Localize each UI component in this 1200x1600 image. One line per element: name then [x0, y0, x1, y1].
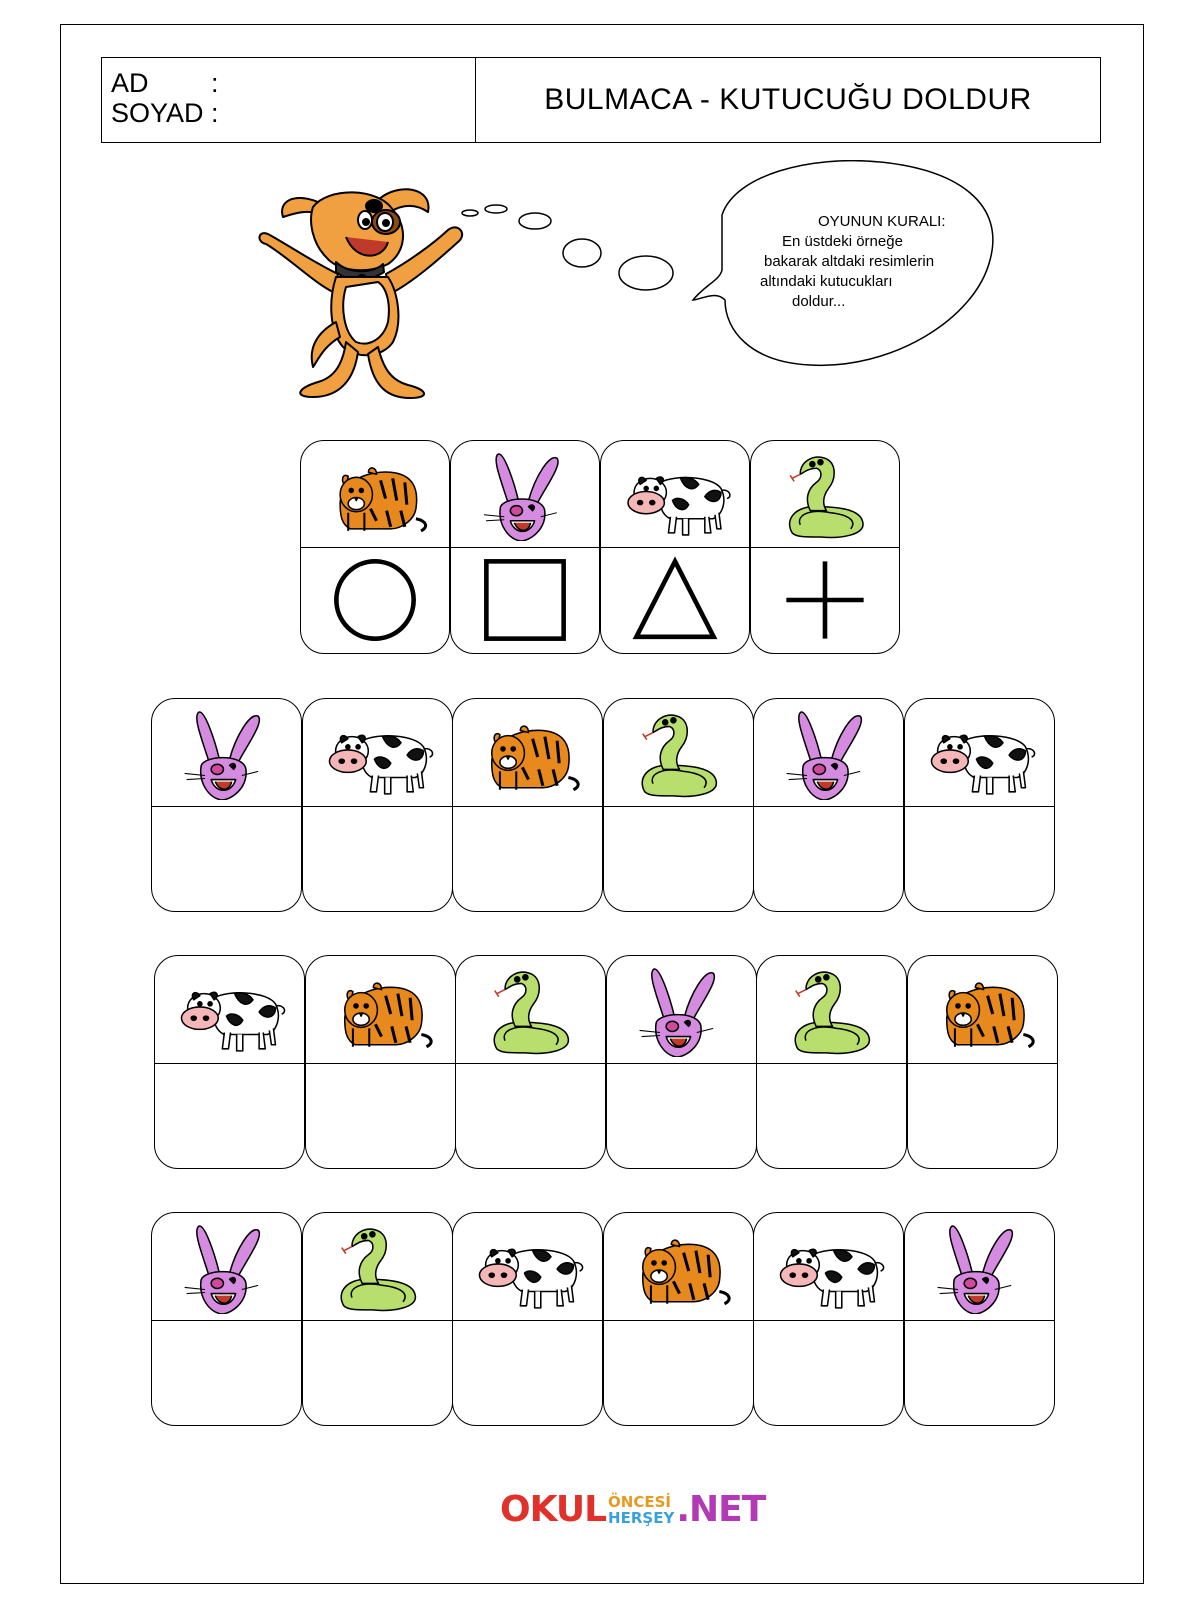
surname-label: SOYAD :	[111, 98, 219, 128]
logo-top: ÖNCESİ	[608, 1493, 671, 1511]
answer-card	[151, 698, 302, 912]
answer-box[interactable]	[905, 1320, 1054, 1425]
answer-box[interactable]	[155, 1063, 304, 1168]
key-card	[450, 440, 600, 654]
answer-box[interactable]	[604, 1320, 753, 1425]
key-card	[300, 440, 450, 654]
key-card	[750, 440, 900, 654]
rabbit-icon	[469, 448, 582, 541]
rules-line: En üstdeki örneğe	[782, 233, 903, 250]
logo-bottom: HERŞEY	[608, 1509, 675, 1527]
answer-box[interactable]	[905, 806, 1054, 911]
rabbit-icon	[923, 1220, 1036, 1314]
logo-okul: OKUL	[500, 1489, 607, 1530]
animal-cell	[908, 956, 1057, 1064]
answer-box[interactable]	[152, 1320, 301, 1425]
name-colon: :	[211, 68, 219, 98]
name-fields	[102, 58, 476, 142]
cow-icon	[772, 1220, 885, 1314]
site-logo	[500, 1480, 765, 1530]
answer-card	[302, 1212, 453, 1426]
answer-box[interactable]	[303, 806, 452, 911]
shape-cell	[451, 547, 599, 653]
answer-box[interactable]	[754, 806, 903, 911]
name-row[interactable]	[111, 68, 475, 98]
dog-mascot-icon	[258, 182, 473, 400]
title-text: BULMACA - KUTUCUĞU DOLDUR	[544, 83, 1032, 116]
answer-card	[603, 1212, 754, 1426]
answer-card	[151, 1212, 302, 1426]
animal-cell	[905, 1213, 1054, 1321]
tiger-icon	[471, 706, 584, 800]
shape-cell	[301, 547, 449, 653]
tiger-icon	[926, 963, 1039, 1057]
logo-stack	[608, 1494, 674, 1526]
animal-cell	[604, 699, 753, 807]
animal-cell	[754, 699, 903, 807]
cow-icon	[471, 1220, 584, 1314]
key-card	[600, 440, 750, 654]
answer-box[interactable]	[604, 806, 753, 911]
answer-box[interactable]	[754, 1320, 903, 1425]
animal-cell	[754, 1213, 903, 1321]
answer-card	[154, 955, 305, 1169]
snake-icon	[775, 963, 888, 1057]
animal-cell	[155, 956, 304, 1064]
answer-box[interactable]	[453, 806, 602, 911]
name-label: AD	[111, 68, 149, 98]
cow-icon	[619, 448, 732, 541]
answer-box[interactable]	[453, 1320, 602, 1425]
answer-card	[904, 698, 1055, 912]
rabbit-icon	[772, 706, 885, 800]
animal-cell	[751, 441, 899, 548]
animal-cell	[306, 956, 455, 1064]
shape-cell	[751, 547, 899, 653]
answer-card	[907, 955, 1058, 1169]
answer-card	[753, 1212, 904, 1426]
answer-box[interactable]	[607, 1063, 756, 1168]
animal-cell	[301, 441, 449, 548]
answer-card	[603, 698, 754, 912]
animal-cell	[601, 441, 749, 548]
shape-cell	[601, 547, 749, 653]
circle-shape-icon	[329, 554, 421, 646]
triangle-shape-icon	[629, 554, 721, 646]
worksheet-title	[476, 58, 1100, 142]
rules-line: altındaki kutucukları	[760, 273, 893, 290]
animal-cell	[456, 956, 605, 1064]
animal-cell	[451, 441, 599, 548]
animal-cell	[453, 699, 602, 807]
answer-box[interactable]	[152, 806, 301, 911]
rules-heading: OYUNUN KURALI:	[818, 213, 946, 230]
animal-cell	[757, 956, 906, 1064]
tiger-icon	[324, 963, 437, 1057]
animal-cell	[453, 1213, 602, 1321]
animal-cell	[905, 699, 1054, 807]
answer-card	[452, 1212, 603, 1426]
answer-box[interactable]	[757, 1063, 906, 1168]
header-box	[101, 57, 1101, 143]
answer-card	[302, 698, 453, 912]
square-shape-icon	[479, 554, 571, 646]
plus-shape-icon	[779, 554, 871, 646]
tiger-icon	[319, 448, 432, 541]
cow-icon	[173, 963, 286, 1057]
answer-box[interactable]	[456, 1063, 605, 1168]
animal-cell	[152, 1213, 301, 1321]
answer-card	[904, 1212, 1055, 1426]
answer-card	[606, 955, 757, 1169]
cow-icon	[923, 706, 1036, 800]
animal-cell	[152, 699, 301, 807]
animal-cell	[303, 699, 452, 807]
animal-cell	[303, 1213, 452, 1321]
rules-line: bakarak altdaki resimlerin	[764, 253, 935, 270]
cow-icon	[321, 706, 434, 800]
answer-card	[452, 698, 603, 912]
answer-card	[305, 955, 456, 1169]
snake-icon	[622, 706, 735, 800]
game-rules	[760, 212, 1000, 312]
snake-icon	[474, 963, 587, 1057]
animal-cell	[604, 1213, 753, 1321]
answer-card	[753, 698, 904, 912]
answer-card	[455, 955, 606, 1169]
surname-row[interactable]	[111, 98, 475, 128]
answer-box[interactable]	[908, 1063, 1057, 1168]
animal-cell	[607, 956, 756, 1064]
answer-box[interactable]	[303, 1320, 452, 1425]
rabbit-icon	[625, 963, 738, 1057]
rabbit-icon	[170, 706, 283, 800]
answer-box[interactable]	[306, 1063, 455, 1168]
answer-card	[756, 955, 907, 1169]
rules-line: doldur...	[792, 293, 846, 310]
snake-icon	[321, 1220, 434, 1314]
logo-net: .NET	[676, 1489, 766, 1530]
rabbit-icon	[170, 1220, 283, 1314]
tiger-icon	[622, 1220, 735, 1314]
snake-icon	[769, 448, 882, 541]
